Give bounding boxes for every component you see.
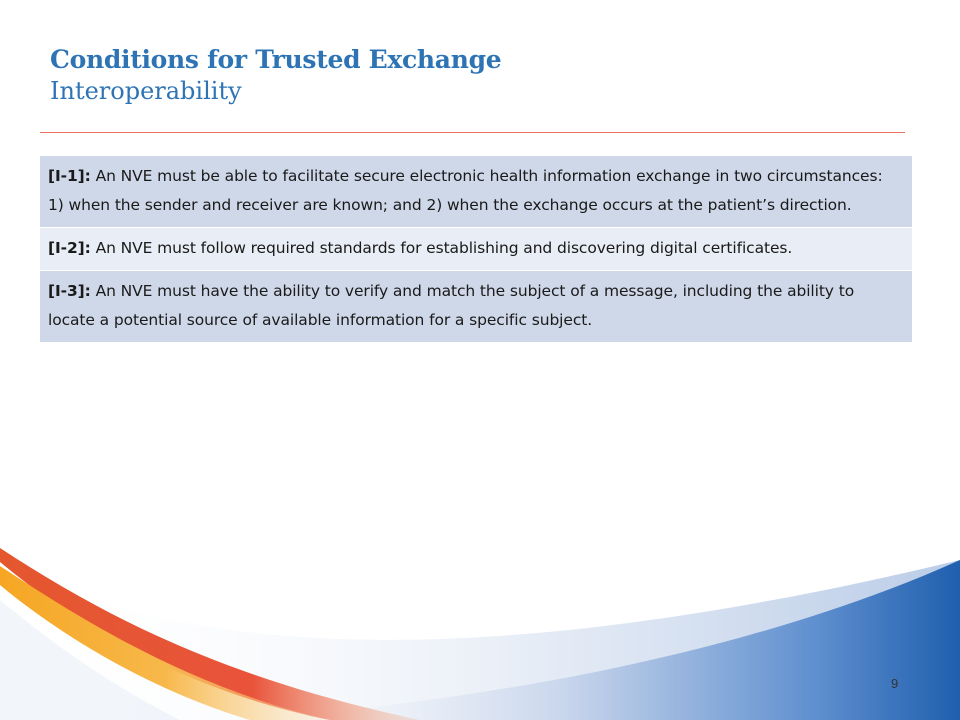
title-divider xyxy=(40,132,905,133)
condition-row-i1 xyxy=(40,156,912,228)
condition-text: An NVE must follow required standards for establishing and discovering digital certificates. xyxy=(90,239,793,257)
slide-title: Conditions for Trusted Exchange xyxy=(50,45,502,74)
condition-row-i3 xyxy=(40,271,912,343)
condition-code: [I-2]: xyxy=(48,239,91,257)
page-number: 9 xyxy=(891,676,899,691)
condition-code: [I-3]: xyxy=(48,282,91,300)
condition-text: An NVE must be able to facilitate secure electronic health information exchange in two circumstances: 1) when the sender and receiver are known; and 2) when the exchange occurs at the patient’s direction. xyxy=(48,167,883,214)
title-block xyxy=(50,44,910,106)
condition-code: [I-1]: xyxy=(48,167,91,185)
slide-subtitle: Interoperability xyxy=(50,77,242,105)
condition-row-i2 xyxy=(40,228,912,271)
conditions-table xyxy=(40,156,912,343)
condition-text: An NVE must have the ability to verify and match the subject of a message, including the ability to locate a potential source of available information for a specific subject. xyxy=(48,282,855,329)
